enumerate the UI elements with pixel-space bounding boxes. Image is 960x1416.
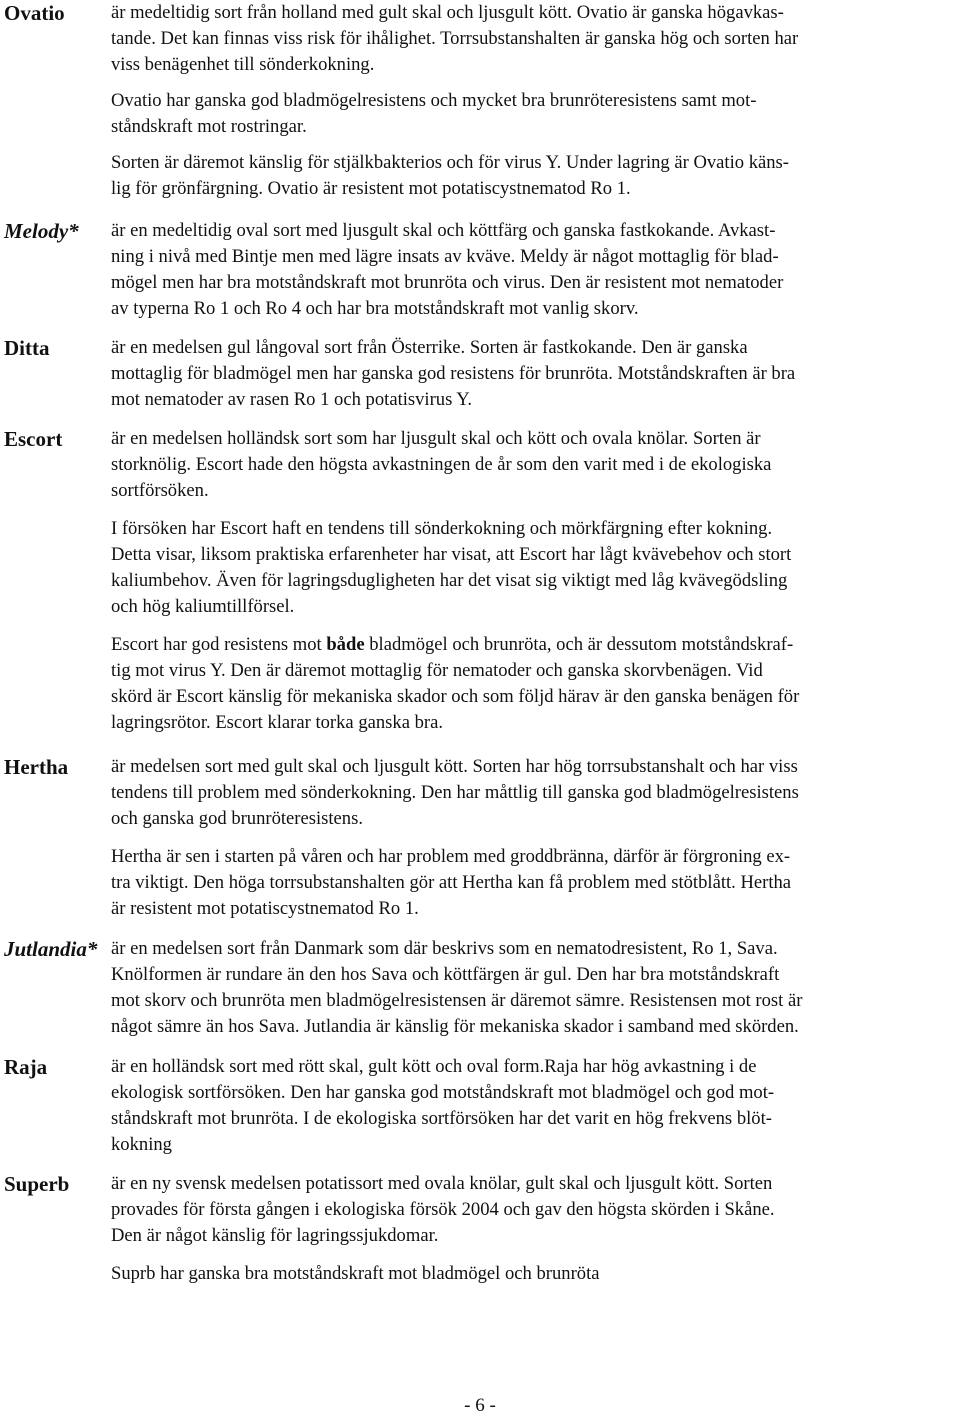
text-line: provades för första gången i ekologiska försök 2004 och gav den högsta skörden i Skåne. [111, 1199, 775, 1220]
text-line: och hög kaliumtillförsel. [111, 596, 295, 617]
text-line: är en holländsk sort med rött skal, gult kött och oval form.Raja har hög avkastning i de [111, 1056, 757, 1077]
paragraph [111, 88, 959, 140]
text-line: kaliumbehov. Även för lagringsdugligheten har det visat sig viktigt med låg kvävegödsling [111, 570, 788, 591]
text-line: något sämre än hos Sava. Jutlandia är känslig för mekaniska skador i samband med skörden. [111, 1016, 799, 1037]
text-line: är resistent mot potatiscystnematod Ro 1. [111, 898, 419, 919]
text-line: ekologisk sortförsöken. Den har ganska god motståndskraft mot bladmögel och god mot- [111, 1082, 775, 1103]
paragraph [111, 632, 959, 736]
text-line: viss benägenhet till sönderkokning. [111, 54, 375, 75]
text-line: mögel men har bra motståndskraft mot brunröta och virus. Den är resistent mot nematoder [111, 272, 784, 293]
paragraph [111, 1171, 959, 1249]
text-line: och ganska god brunröteresistens. [111, 808, 363, 829]
text-line: tande. Det kan finnas viss risk för ihålighet. Torrsubstanshalten är ganska hög och sorten har [111, 28, 799, 49]
paragraph [111, 0, 959, 78]
text-line: ning i nivå med Bintje men med lägre insats av kväve. Meldy är något mottaglig för blad- [111, 246, 779, 267]
text-line: mot skorv och brunröta men bladmögelresistensen är däremot sämre. Resistensen mot rost är [111, 990, 803, 1011]
paragraph [111, 936, 959, 1040]
text-line: Hertha är sen i starten på våren och har problem med groddbränna, därför är förgroning ex- [111, 846, 791, 867]
variety-description [111, 0, 959, 202]
text-line: är medelsen sort med gult skal och ljusgult kött. Sorten har hög torrsubstanshalt och har viss [111, 756, 798, 777]
text-line: av typerna Ro 1 och Ro 4 och har bra motståndskraft mot vanlig skorv. [111, 298, 639, 319]
text-line: Detta visar, liksom praktiska erfarenheter har visat, att Escort har lågt kvävebehov och stort [111, 544, 792, 565]
variety-description [111, 1054, 959, 1158]
variety-name: Melody* [4, 219, 79, 243]
text-line: mottaglig för bladmögel men har ganska god resistens för brunröta. Motståndskraften är bra [111, 363, 796, 384]
text-line: lig för grönfärgning. Ovatio är resistent mot potatiscystnematod Ro 1. [111, 178, 631, 199]
variety-name: Raja [4, 1055, 48, 1079]
text-line: är en medelsen holländsk sort som har ljusgult skal och kött och ovala knölar. Sorten är [111, 428, 761, 449]
variety-description [111, 754, 959, 922]
variety-name: Ditta [4, 336, 50, 360]
paragraph [111, 516, 959, 620]
text-line: är en medelsen gul långoval sort från Österrike. Sorten är fastkokande. Den är ganska [111, 337, 748, 358]
paragraph [111, 218, 959, 322]
text-line: Den är något känslig för lagringssjukdomar. [111, 1225, 439, 1246]
text-line: lagringsrötor. Escort klarar torka ganska bra. [111, 712, 443, 733]
text-line: tig mot virus Y. Den är däremot mottaglig för nematoder och ganska skorvbenägen. Vid [111, 660, 763, 681]
variety-name: Superb [4, 1172, 70, 1196]
emphasized-word: både [326, 634, 365, 655]
variety-description [111, 335, 959, 413]
variety-name: Escort [4, 427, 63, 451]
text-line: ståndskraft mot brunröta. I de ekologiska sortförsöken har det varit en hög frekvens blöt- [111, 1108, 772, 1129]
variety-description [111, 936, 959, 1040]
text-line: kokning [111, 1134, 172, 1155]
text-line: storknölig. Escort hade den högsta avkastningen de år som den varit med i de ekologiska [111, 454, 772, 475]
text-line: är medeltidig sort från holland med gult skal och ljusgult kött. Ovatio är ganska högavkas- [111, 2, 784, 23]
variety-description [111, 426, 959, 736]
text-line: Escort har god resistens mot både bladmögel och brunröta, och är dessutom motståndskraf- [111, 634, 794, 655]
paragraph [111, 1261, 959, 1287]
text-line: ståndskraft mot rostringar. [111, 116, 307, 137]
variety-name: Jutlandia* [4, 937, 98, 961]
text-line: tra viktigt. Den höga torrsubstanshalten gör att Hertha kan få problem med stötblått. Hertha [111, 872, 792, 893]
variety-description [111, 1171, 959, 1287]
text-line: skörd är Escort känslig för mekaniska skador och som följd härav är den ganska benägen för [111, 686, 800, 707]
text-line: är en medelsen sort från Danmark som där beskrivs som en nematodresistent, Ro 1, Sava. [111, 938, 778, 959]
text-line: är en medeltidig oval sort med ljusgult skal och köttfärg och ganska fastkokande. Avkast- [111, 220, 776, 241]
text-line: Suprb har ganska bra motståndskraft mot bladmögel och brunröta [111, 1263, 600, 1284]
text-line: Sorten är däremot känslig för stjälkbakterios och för virus Y. Under lagring är Ovatio käns- [111, 152, 789, 173]
paragraph [111, 426, 959, 504]
variety-description [111, 218, 959, 322]
text-line: är en ny svensk medelsen potatissort med ovala knölar, gult skal och ljusgult kött. Sorten [111, 1173, 773, 1194]
text-line: tendens till problem med sönderkokning. Den har måttlig till ganska god bladmögelresistens [111, 782, 799, 803]
page-number: - 6 - [464, 1395, 496, 1416]
paragraph [111, 1054, 959, 1158]
text-line: mot nematoder av rasen Ro 1 och potatisvirus Y. [111, 389, 472, 410]
paragraph [111, 844, 959, 922]
text-line: Knölformen är rundare än den hos Sava och köttfärgen är gul. Den har bra motståndskraft [111, 964, 780, 985]
variety-name: Ovatio [4, 1, 65, 25]
paragraph [111, 335, 959, 413]
paragraph [111, 754, 959, 832]
text-line: I försöken har Escort haft en tendens till sönderkokning och mörkfärgning efter kokning. [111, 518, 773, 539]
variety-name: Hertha [4, 755, 69, 779]
text-line: Ovatio har ganska god bladmögelresistens och mycket bra brunröteresistens samt mot- [111, 90, 757, 111]
paragraph [111, 150, 959, 202]
text-line: sortförsöken. [111, 480, 209, 501]
